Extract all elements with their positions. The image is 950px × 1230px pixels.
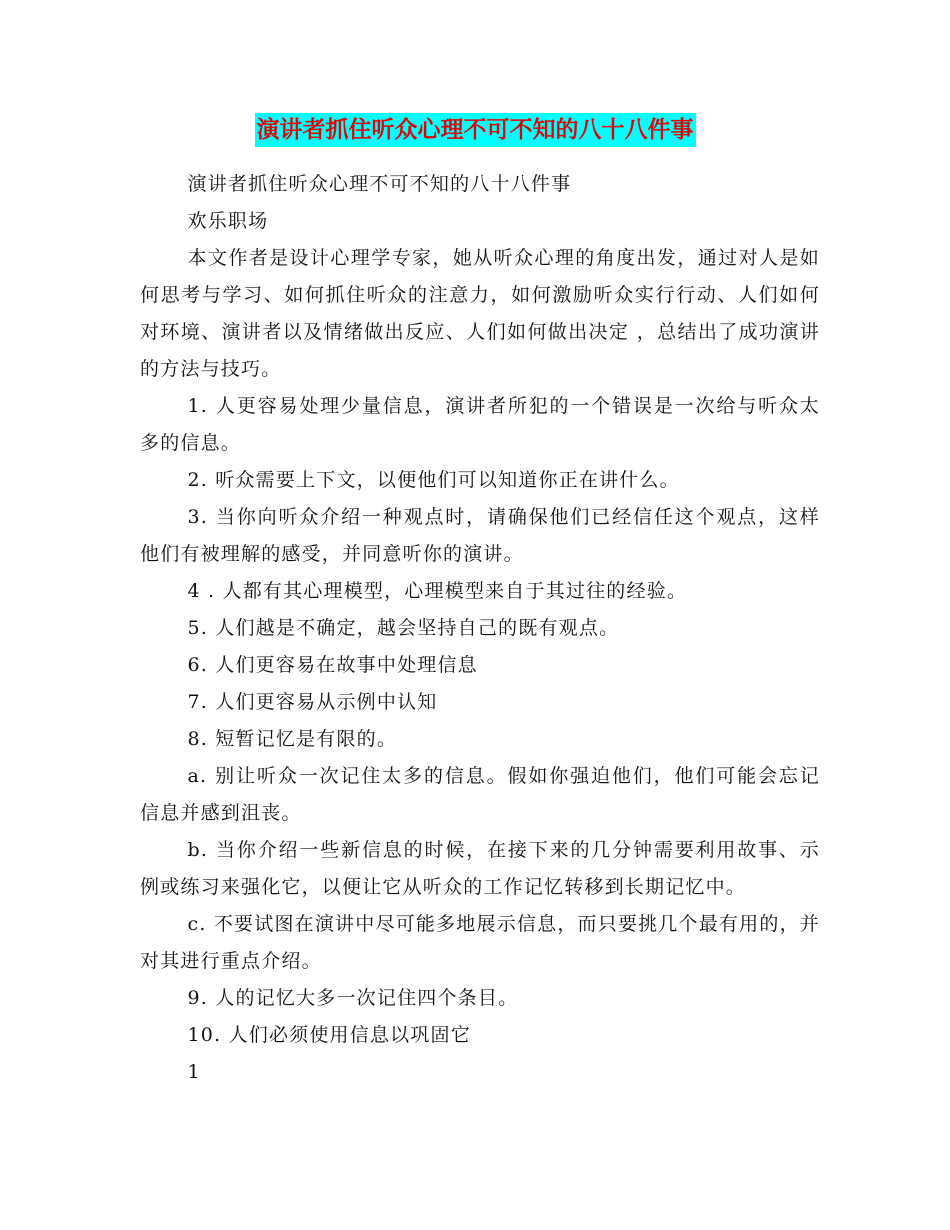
paragraph-item-8c: c. 不要试图在演讲中尽可能多地展示信息，而只要挑几个最有用的，并对其进行重点介绍。 [140, 913, 820, 972]
paragraph-item-10: 10. 人们必须使用信息以巩固它 [187, 1024, 471, 1046]
paragraph-intro: 本文作者是设计心理学专家，她从听众心理的角度出发，通过对人是如何思考与学习、如何抓住听众的注意力，如何激励听众实行行动、人们如何对环境、演讲者以及情绪做出反应、人们如何做出决定 ，总结出了成功演讲的方法与技巧。 [140, 247, 820, 380]
document-title [0, 108, 950, 147]
paragraph-item-9: 9. 人的记忆大多一次记住四个条目。 [187, 987, 519, 1009]
paragraph-source: 欢乐职场 [187, 210, 269, 232]
page-number: 1 [187, 1061, 201, 1083]
paragraph-item-3: 3. 当你向听众介绍一种观点时，请确保他们已经信任这个观点，这样他们有被理解的感受，并同意听你的演讲。 [140, 506, 820, 565]
paragraph-item-8: 8. 短暂记忆是有限的。 [187, 728, 398, 750]
paragraph-item-8b: b. 当你介绍一些新信息的时候，在接下来的几分钟需要利用故事、示例或练习来强化它，以便让它从听众的工作记忆转移到长期记忆中。 [140, 839, 820, 898]
paragraph-item-8a: a. 别让听众一次记住太多的信息。假如你强迫他们，他们可能会忘记信息并感到沮丧。 [140, 765, 820, 824]
paragraph-item-7: 7. 人们更容易从示例中认知 [187, 691, 438, 713]
document-body [140, 166, 820, 1091]
paragraph-subtitle: 演讲者抓住听众心理不可不知的八十八件事 [187, 173, 572, 195]
title-text: 演讲者抓住听众心理不可不知的八十八件事 [255, 113, 696, 147]
paragraph-item-4: 4 . 人都有其心理模型，心理模型来自于其过往的经验。 [187, 580, 688, 602]
paragraph-item-6: 6. 人们更容易在故事中处理信息 [187, 654, 478, 676]
paragraph-item-1: 1. 人更容易处理少量信息，演讲者所犯的一个错误是一次给与听众太多的信息。 [140, 395, 820, 454]
paragraph-item-2: 2. 听众需要上下文，以便他们可以知道你正在讲什么。 [187, 469, 680, 491]
paragraph-item-5: 5. 人们越是不确定，越会坚持自己的既有观点。 [187, 617, 620, 639]
